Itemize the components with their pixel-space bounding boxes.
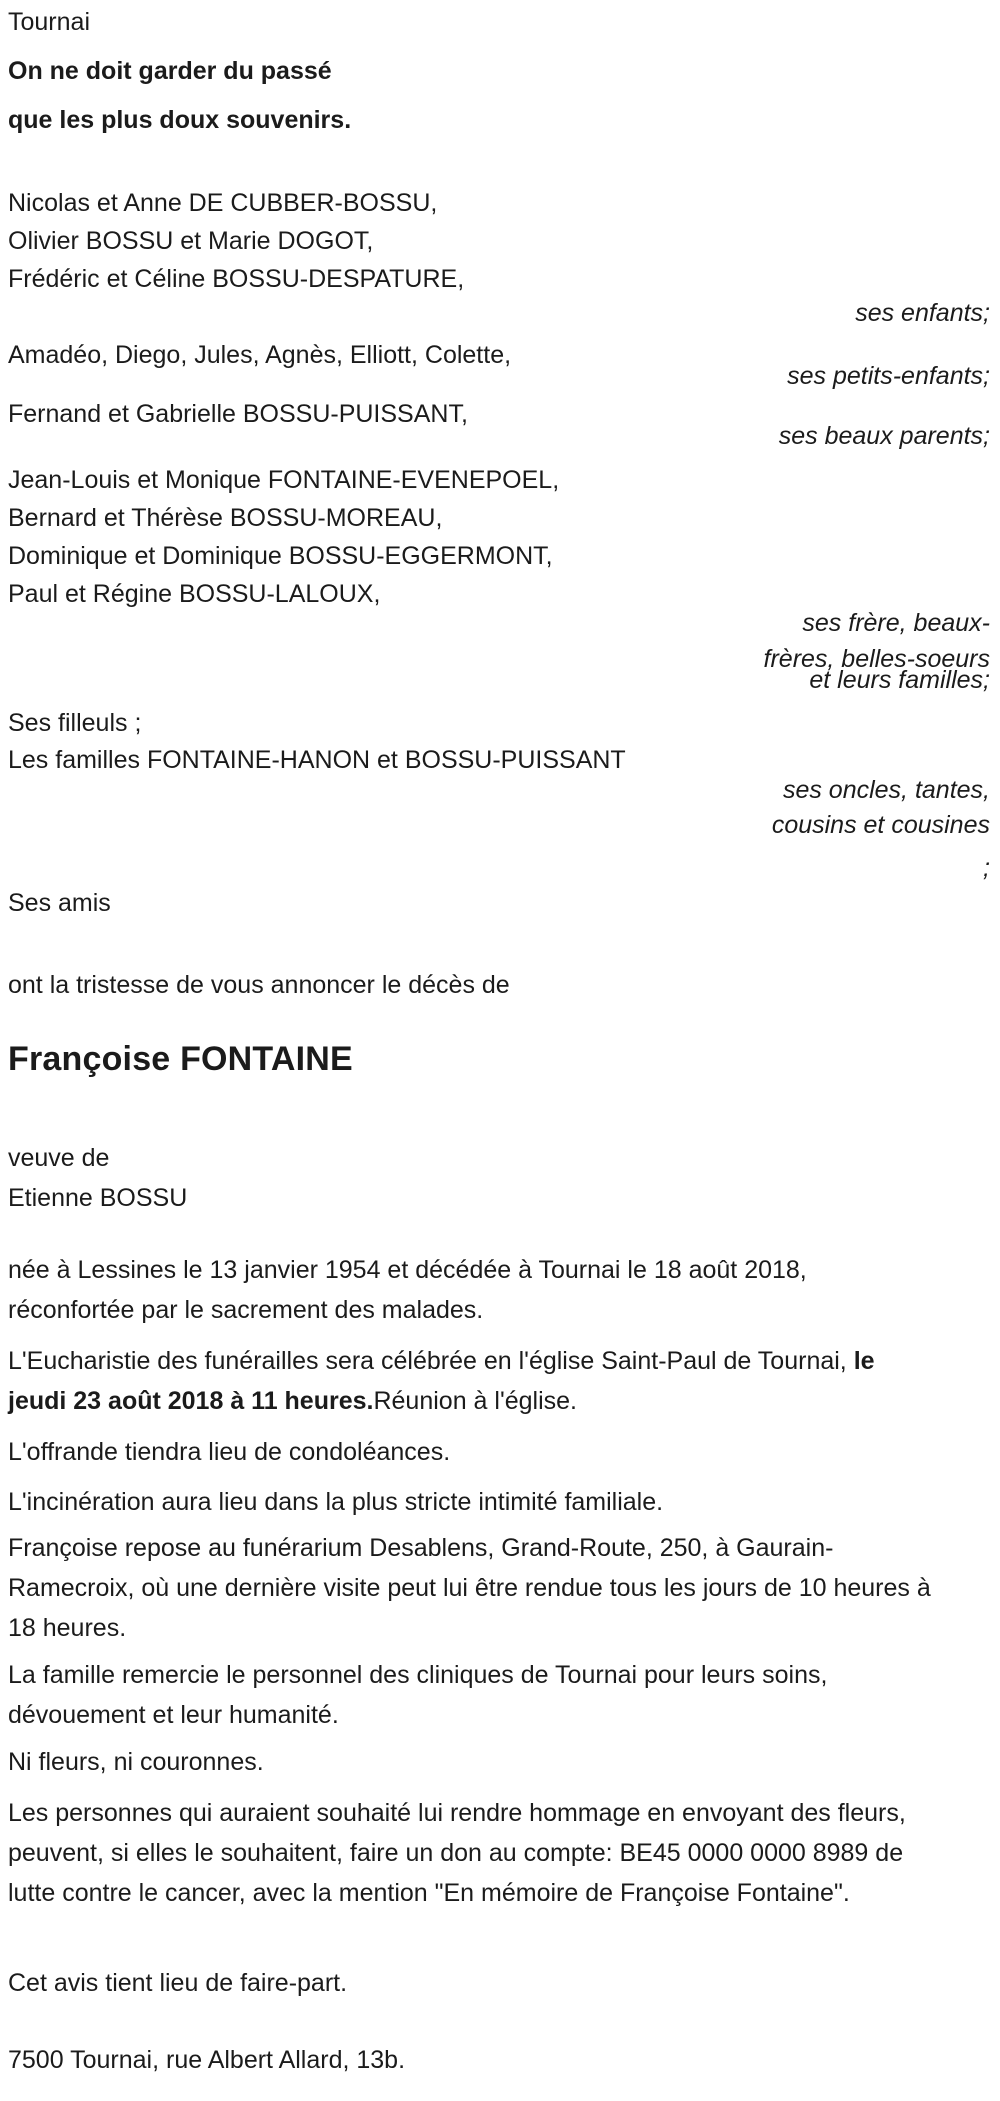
children-name-line: Frédéric et Céline BOSSU-DESPATURE, xyxy=(8,265,465,293)
siblings-relation-label-wrap xyxy=(0,645,990,694)
notice-paragraph: Cet avis tient lieu de faire-part. xyxy=(8,1969,348,1997)
godchildren-line: Ses filleuls ; xyxy=(8,709,142,737)
uncles-relation-label-line-1: ses oncles, tantes, xyxy=(782,776,990,804)
families-line: Les familles FONTAINE-HANON et BOSSU-PUISSANT xyxy=(8,746,626,774)
epitaph-line-2: que les plus doux souvenirs. xyxy=(8,106,352,134)
thanks-paragraph: La famille remercie le personnel des cliniques de Tournai pour leurs soins, dévouement et leur humanité. xyxy=(8,1661,828,1729)
siblings-relation-label-line-3: et leurs familles; xyxy=(809,666,990,694)
children-name-line: Nicolas et Anne DE CUBBER-BOSSU, xyxy=(8,189,438,217)
uncles-relation-label-line-3: ; xyxy=(983,854,990,882)
no-flowers-paragraph: Ni fleurs, ni couronnes. xyxy=(8,1748,264,1776)
siblings-name-line: Jean-Louis et Monique FONTAINE-EVENEPOEL, xyxy=(8,466,560,494)
children-relation-label: ses enfants; xyxy=(855,299,990,327)
children-name-line: Olivier BOSSU et Marie DOGOT, xyxy=(8,227,374,255)
eucharist-paragraph xyxy=(8,1341,933,1421)
city-line: Tournai xyxy=(8,8,90,36)
widow-line-2: Etienne BOSSU xyxy=(8,1184,188,1212)
address-line: 7500 Tournai, rue Albert Allard, 13b. xyxy=(8,2046,406,2074)
siblings-relation-label-line-2: frères, belles-soeurs xyxy=(763,645,990,673)
deceased-name-heading: Françoise FONTAINE xyxy=(8,1040,353,1078)
siblings-name-line: Bernard et Thérèse BOSSU-MOREAU, xyxy=(8,504,443,532)
donation-paragraph: Les personnes qui auraient souhaité lui rendre hommage en envoyant des fleurs, peuvent, si elles le souhaitent, faire un don au compte: BE45 0000 0000 8989 de lutte contre le cancer, avec la mention "En mémoire de Françoise Fontaine". xyxy=(8,1799,906,1907)
widow-line-1: veuve de xyxy=(8,1144,110,1172)
inlaws-relation-label: ses beaux parents; xyxy=(778,422,990,450)
friends-line: Ses amis xyxy=(8,889,111,917)
siblings-name-line: Dominique et Dominique BOSSU-EGGERMONT, xyxy=(8,542,553,570)
widow-block xyxy=(8,1138,933,1218)
siblings-relation-label-line-1: ses frère, beaux- xyxy=(802,609,990,637)
announcement-line: ont la tristesse de vous annoncer le décès de xyxy=(8,971,510,999)
eucharist-text-after: Réunion à l'église. xyxy=(373,1387,577,1415)
eucharist-date-bold: le jeudi 23 août 2018 à 11 heures. xyxy=(8,1347,875,1415)
inlaws-names: Fernand et Gabrielle BOSSU-PUISSANT, xyxy=(8,400,468,428)
birth-death-paragraph: née à Lessines le 13 janvier 1954 et décédée à Tournai le 18 août 2018, réconfortée par le sacrement des malades. xyxy=(8,1256,807,1324)
cremation-paragraph: L'incinération aura lieu dans la plus stricte intimité familiale. xyxy=(8,1488,664,1516)
funerarium-paragraph: Françoise repose au funérarium Desablens, Grand-Route, 250, à Gaurain-Ramecroix, où une dernière visite peut lui être rendue tous les jours de 10 heures à 18 heures. xyxy=(8,1534,931,1642)
siblings-name-line: Paul et Régine BOSSU-LALOUX, xyxy=(8,580,381,608)
epitaph-line-1: On ne doit garder du passé xyxy=(8,57,332,85)
eucharist-text-before: L'Eucharistie des funérailles sera célébrée en l'église Saint-Paul de Tournai, xyxy=(8,1347,854,1375)
grandchildren-names: Amadéo, Diego, Jules, Agnès, Elliott, Colette, xyxy=(8,341,512,369)
children-names xyxy=(8,184,464,298)
siblings-names xyxy=(8,461,559,613)
grandchildren-relation-label: ses petits-enfants; xyxy=(787,362,990,390)
offering-paragraph: L'offrande tiendra lieu de condoléances. xyxy=(8,1438,451,1466)
uncles-relation-label-line-2: cousins et cousines xyxy=(771,811,990,839)
